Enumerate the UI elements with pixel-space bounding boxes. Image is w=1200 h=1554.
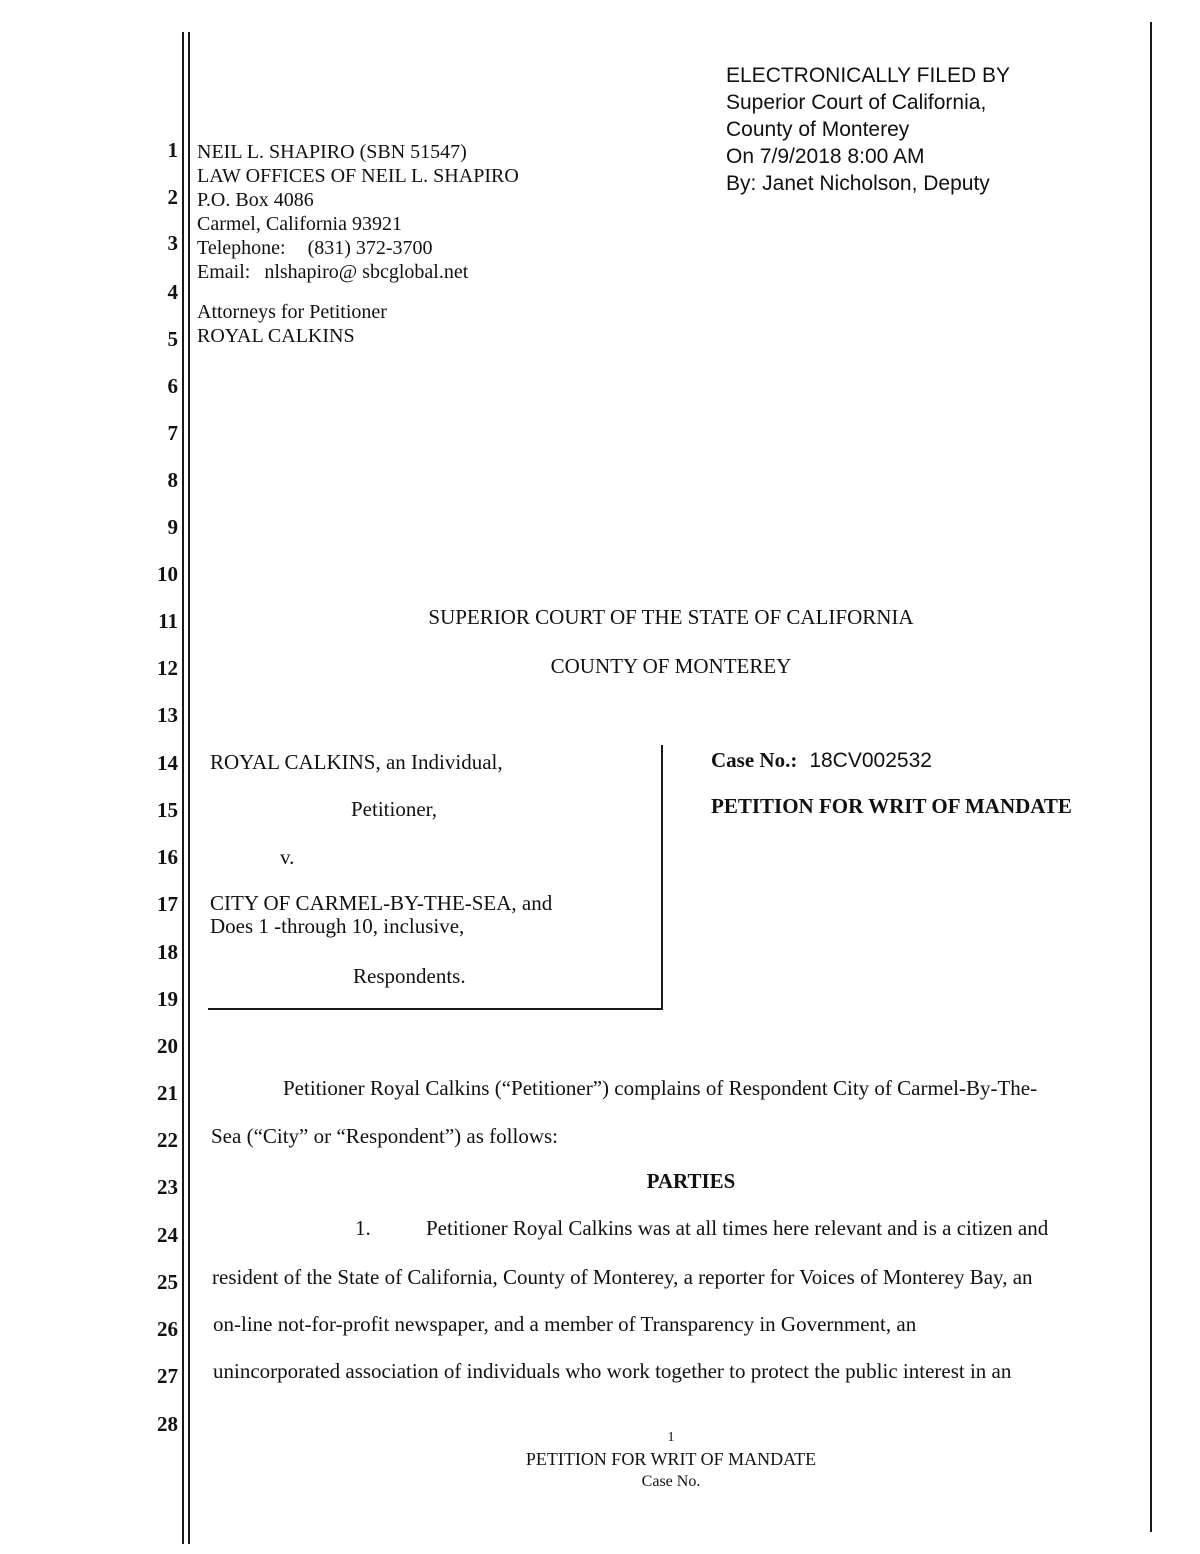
case-number-label: Case No.: (711, 748, 798, 772)
line-number: 13 (157, 703, 178, 727)
paragraph-1-line-3: on-line not-for-profit newspaper, and a member of Transparency in Government, an (213, 1312, 917, 1336)
line-number: 23 (157, 1175, 178, 1199)
attorney-block (197, 140, 519, 348)
line-number: 3 (167, 231, 178, 255)
court-name: SUPERIOR COURT OF THE STATE OF CALIFORNIA (428, 605, 914, 629)
line-number: 14 (157, 751, 178, 775)
document-title: PETITION FOR WRIT OF MANDATE (711, 794, 1072, 818)
electronic-filing-stamp (726, 62, 1010, 197)
line-number: 15 (157, 798, 178, 822)
caption-divider-vertical (661, 745, 663, 1010)
versus: v. (280, 845, 295, 869)
attorney-name: NEIL L. SHAPIRO (SBN 51547) (197, 141, 467, 163)
paragraph-1-line-2: resident of the State of California, County of Monterey, a reporter for Voices of Monterey Bay, an (212, 1265, 1033, 1289)
line-number: 27 (157, 1364, 178, 1388)
line-number: 5 (167, 327, 178, 351)
caption-divider-horizontal (208, 1008, 663, 1010)
email-label: Email: (197, 261, 251, 283)
respondent-role: Respondents. (353, 964, 466, 988)
attorney-phone-line (197, 236, 519, 260)
line-number: 1 (167, 138, 178, 162)
line-number: 16 (157, 845, 178, 869)
left-margin-rule-inner (188, 32, 190, 1544)
petitioner-name: ROYAL CALKINS, an Individual, (210, 750, 503, 774)
case-number: 18CV002532 (809, 749, 932, 772)
stamp-line-3: County of Monterey (726, 118, 910, 141)
intro-line-1: Petitioner Royal Calkins (“Petitioner”) complains of Respondent City of Carmel-By-The- (283, 1076, 1038, 1100)
attorney-office: LAW OFFICES OF NEIL L. SHAPIRO (197, 165, 519, 187)
right-margin-rule (1150, 22, 1152, 1532)
footer-case-number: Case No. (641, 1473, 701, 1490)
attorney-client: ROYAL CALKINS (197, 325, 355, 347)
line-number: 7 (167, 421, 178, 445)
line-number: 4 (167, 280, 178, 304)
stamp-line-5: By: Janet Nicholson, Deputy (726, 172, 990, 195)
petitioner-role: Petitioner, (351, 797, 438, 821)
left-margin-rule-outer (182, 32, 184, 1544)
phone-label: Telephone: (197, 237, 286, 259)
attorney-email-line (197, 260, 519, 284)
line-number: 9 (167, 515, 178, 539)
attorney-city: Carmel, California 93921 (197, 213, 402, 235)
stamp-line-2: Superior Court of California, (726, 91, 987, 114)
stamp-line-4: On 7/9/2018 8:00 AM (726, 145, 925, 168)
line-number: 24 (157, 1223, 178, 1247)
paragraph-1-number: 1. (355, 1216, 371, 1240)
respondent-line-1: CITY OF CARMEL-BY-THE-SEA, and (210, 891, 553, 915)
line-number: 18 (157, 940, 178, 964)
line-number: 25 (157, 1270, 178, 1294)
line-number: 2 (167, 185, 178, 209)
line-number: 12 (157, 656, 178, 680)
attorney-role: Attorneys for Petitioner (197, 301, 387, 323)
attorney-po-box: P.O. Box 4086 (197, 189, 314, 211)
court-county: COUNTY OF MONTEREY (550, 654, 792, 678)
line-number: 19 (157, 987, 178, 1011)
line-number: 22 (157, 1128, 178, 1152)
line-number: 10 (157, 562, 178, 586)
line-number: 17 (157, 892, 178, 916)
line-number: 11 (158, 609, 178, 633)
paragraph-1-line-4: unincorporated association of individuals who work together to protect the public interest in an (213, 1359, 1012, 1383)
section-heading-parties: PARTIES (646, 1169, 736, 1193)
stamp-line-1: ELECTRONICALLY FILED BY (726, 64, 1010, 87)
respondent-line-2: Does 1 -through 10, inclusive, (210, 914, 465, 938)
phone-number: (831) 372-3700 (307, 237, 433, 259)
line-number: 21 (157, 1081, 178, 1105)
email-address: nlshapiro@ sbcglobal.net (264, 261, 469, 283)
footer-title: PETITION FOR WRIT OF MANDATE (525, 1449, 817, 1469)
line-number: 28 (157, 1412, 178, 1436)
intro-line-2: Sea (“City” or “Respondent”) as follows: (211, 1124, 558, 1148)
paragraph-1-line-1: Petitioner Royal Calkins was at all times here relevant and is a citizen and (426, 1216, 1049, 1240)
line-number: 6 (167, 374, 178, 398)
case-number-line (711, 748, 932, 773)
line-number: 8 (167, 468, 178, 492)
footer-page-number: 1 (667, 1430, 675, 1445)
line-number: 20 (157, 1034, 178, 1058)
line-number: 26 (157, 1317, 178, 1341)
